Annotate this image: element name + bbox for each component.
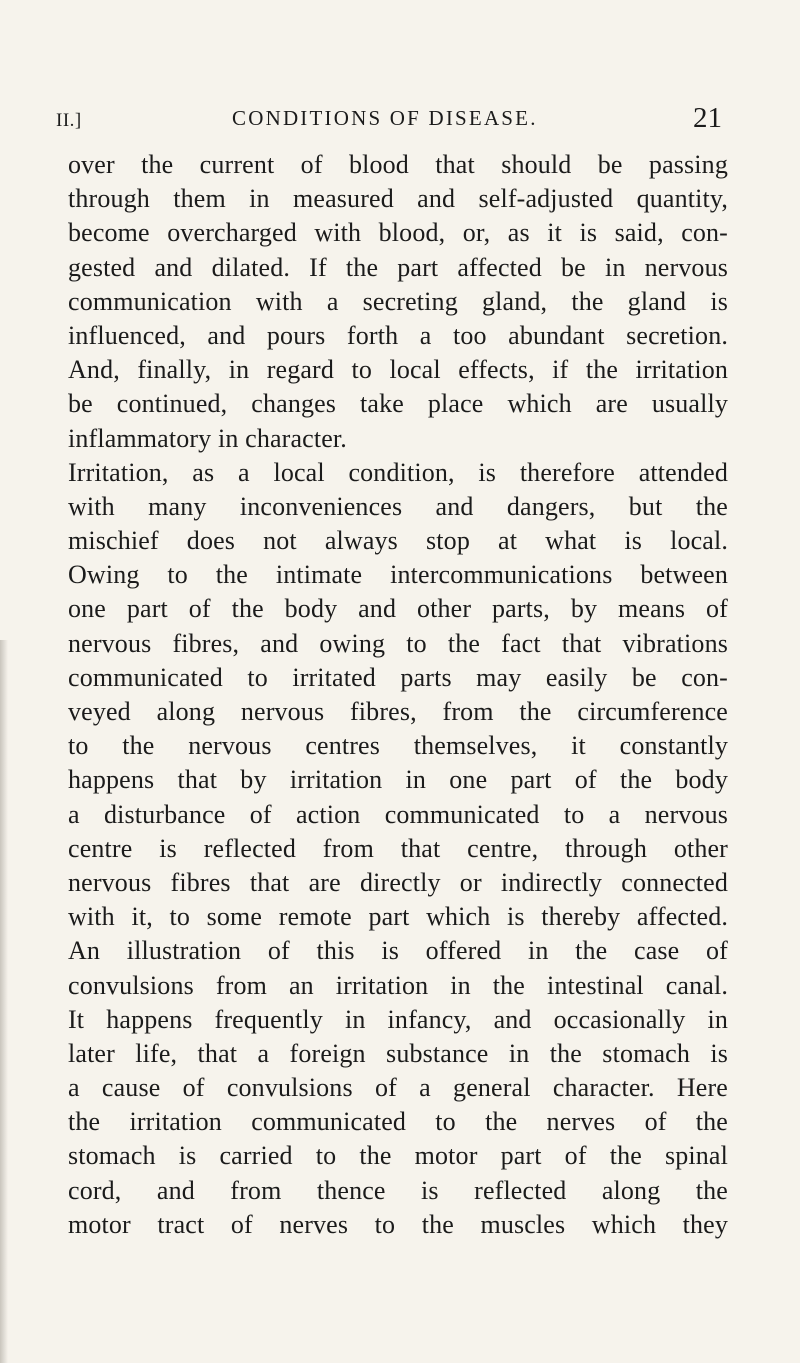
text-line: And, finally, in regard to local effects, if the irritation — [68, 355, 728, 385]
text-line: motor tract of nerves to the muscles which they — [68, 1209, 728, 1239]
text-line: gested and dilated. If the part affected be in nervous — [68, 252, 728, 282]
body-text — [68, 148, 728, 1242]
text-line: nervous fibres, and owing to the fact that vibrations — [68, 628, 728, 658]
text-line: with many inconveniences and dangers, but the — [68, 491, 728, 521]
text-line: the irritation communicated to the nerves of the — [68, 1107, 728, 1137]
text-line: stomach is carried to the motor part of the spinal — [68, 1141, 728, 1171]
paragraph-start-line: Irritation, as a local condition, is therefore attended — [68, 457, 728, 487]
text-line: Owing to the intimate intercommunications between — [68, 560, 728, 590]
text-line: a disturbance of action communicated to a nervous — [68, 799, 728, 829]
running-title: CONDITIONS OF DISEASE. — [232, 106, 538, 130]
text-line: It happens frequently in infancy, and occasionally in — [68, 1004, 728, 1034]
text-line: happens that by irritation in one part of the body — [68, 765, 728, 795]
text-line: inflammatory in character. — [68, 423, 347, 453]
text-line: become overcharged with blood, or, as it is said, con- — [68, 218, 728, 248]
text-line: later life, that a foreign substance in the stomach is — [68, 1038, 728, 1068]
chapter-number: II.] — [56, 110, 82, 131]
text-line: cord, and from thence is reflected along the — [68, 1175, 728, 1205]
text-line: communicated to irritated parts may easily be con- — [68, 662, 728, 692]
text-line: centre is reflected from that centre, through other — [68, 833, 728, 863]
text-line: to the nervous centres themselves, it constantly — [68, 731, 728, 761]
text-line: veyed along nervous fibres, from the circumference — [68, 697, 728, 726]
text-line: mischief does not always stop at what is local. — [68, 526, 728, 556]
text-line: An illustration of this is offered in the case of — [68, 936, 728, 966]
text-line: a cause of convulsions of a general character. Here — [68, 1073, 728, 1103]
text-line: convulsions from an irritation in the intestinal canal. — [68, 970, 728, 1000]
text-line: through them in measured and self-adjusted quantity, — [68, 184, 728, 214]
page-edge-shadow — [0, 640, 8, 1363]
text-line: one part of the body and other parts, by means of — [68, 594, 728, 624]
text-line: influenced, and pours forth a too abundant secretion. — [68, 320, 728, 350]
running-header — [56, 102, 722, 136]
page-number: 21 — [693, 102, 722, 134]
text-line: nervous fibres that are directly or indirectly connected — [68, 867, 728, 897]
text-line: with it, to some remote part which is thereby affected. — [68, 902, 728, 932]
text-line: communication with a secreting gland, the gland is — [68, 286, 728, 316]
text-line: be continued, changes take place which are usually — [68, 389, 728, 419]
text-line: over the current of blood that should be passing — [68, 150, 728, 179]
